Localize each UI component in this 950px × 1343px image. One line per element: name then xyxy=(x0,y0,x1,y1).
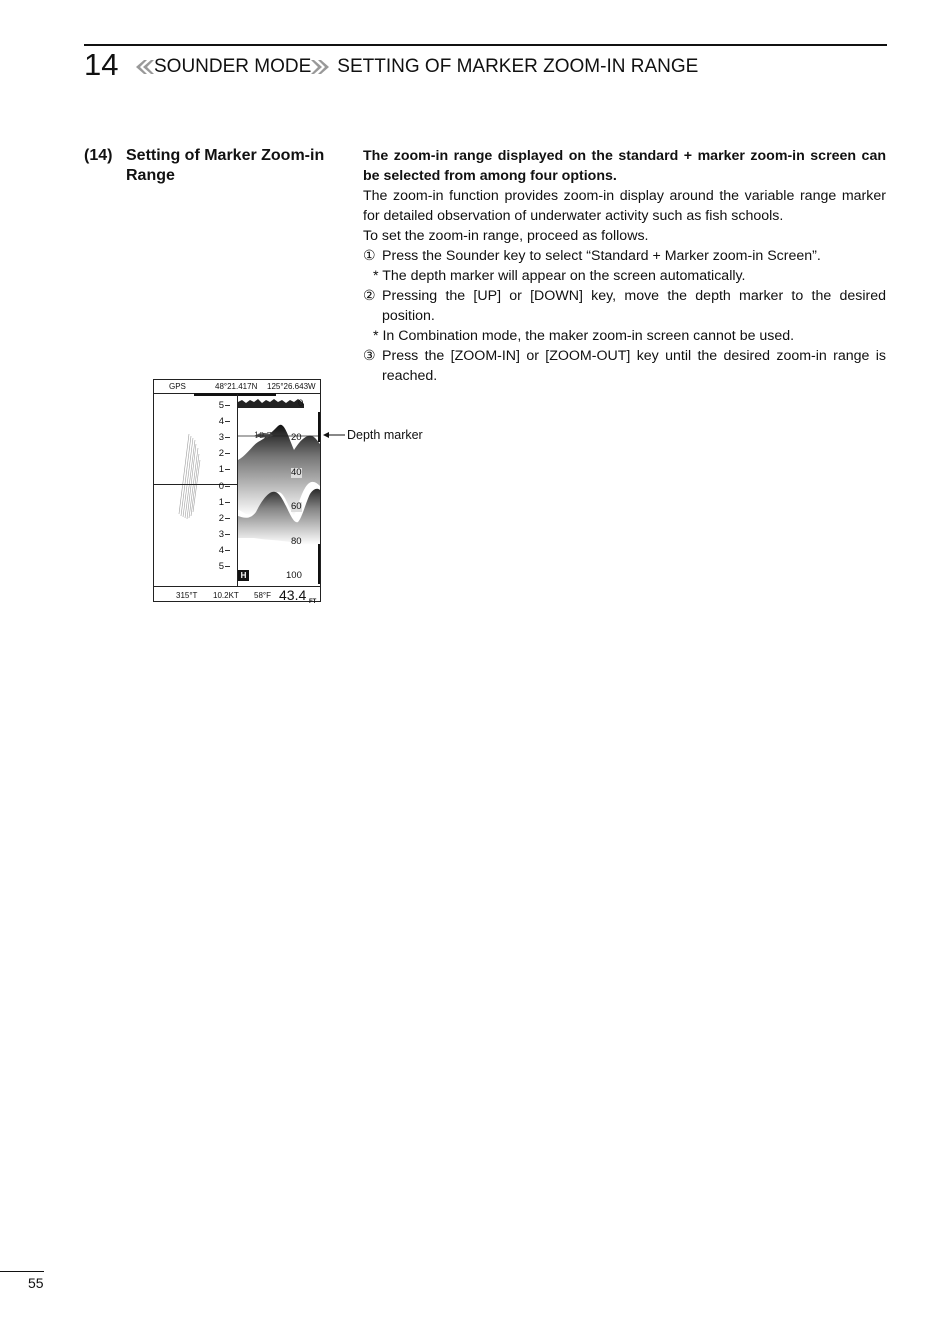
longitude: 125°26.643W xyxy=(267,382,316,391)
header-rule xyxy=(84,44,887,46)
screen-bottom-bar xyxy=(154,586,320,603)
chapter-title xyxy=(134,56,698,78)
zoom-scale-label: 0 xyxy=(218,481,224,492)
scale-tick xyxy=(225,421,230,422)
zoom-scale-label: 2 xyxy=(218,513,224,524)
zoom-scale-label: 1 xyxy=(218,464,224,475)
procedure-intro: To set the zoom-in range, proceed as follows. xyxy=(363,228,649,244)
step-1-marker: ① xyxy=(363,248,376,264)
depth-value: 43.4 xyxy=(279,587,307,603)
step-2-text: Pressing the [UP] or [DOWN] key, move the depth marker to the desired position. xyxy=(382,288,886,324)
scale-tick xyxy=(225,550,230,551)
page-number: 55 xyxy=(28,1275,44,1291)
note-2: * In Combination mode, the maker zoom-in screen cannot be used. xyxy=(373,328,795,344)
callout-label: Depth marker xyxy=(347,428,423,442)
scale-tick xyxy=(225,405,230,406)
mode-label: SOUNDER MODE xyxy=(154,56,312,77)
depth-unit: FT xyxy=(309,599,317,605)
arrow-left-icon xyxy=(323,430,345,440)
water-temp: 58°F xyxy=(254,591,271,600)
depth-scale-label: 40 xyxy=(291,467,302,478)
zoom-scale-label: 4 xyxy=(218,416,224,427)
lead-paragraph: The zoom-in range displayed on the standard + marker zoom-in screen can be selected from among four options. xyxy=(363,148,886,184)
scale-tick xyxy=(225,566,230,567)
scale-tick xyxy=(225,534,230,535)
zoom-scale-label: 4 xyxy=(218,545,224,556)
zoom-scale-label: 3 xyxy=(218,529,224,540)
standard-echo-display xyxy=(238,394,320,586)
step-1 xyxy=(363,246,886,266)
step-1-text: Press the Sounder key to select “Standard + Marker zoom-in Screen”. xyxy=(382,248,821,264)
step-2-marker: ② xyxy=(363,288,376,304)
step-2 xyxy=(363,286,886,326)
gps-label: GPS xyxy=(169,382,186,391)
scale-tick xyxy=(225,469,230,470)
section-number: (14) xyxy=(84,147,113,164)
scale-tick xyxy=(225,502,230,503)
depth-scale-label: 100 xyxy=(286,570,302,581)
step-3 xyxy=(363,346,886,386)
speed: 10.2KT xyxy=(213,591,239,600)
depth-scale-label: 20 xyxy=(291,432,302,443)
footer-rule xyxy=(0,1271,44,1272)
sounder-screen-figure xyxy=(153,379,321,605)
zoom-scale-label: 2 xyxy=(218,448,224,459)
scale-tick xyxy=(225,518,230,519)
zoom-scale-label: 5 xyxy=(218,561,224,572)
depth-scale-label: 60 xyxy=(291,501,302,512)
zoom-center-line xyxy=(154,484,237,485)
step-3-marker: ③ xyxy=(363,348,376,364)
scale-tick xyxy=(225,453,230,454)
note-1: * The depth marker will appear on the screen automatically. xyxy=(373,268,746,284)
step-3-text: Press the [ZOOM-IN] or [ZOOM-OUT] key until the desired zoom-in range is reached. xyxy=(382,348,886,384)
mode-badge: H xyxy=(238,570,249,581)
zoom-echo-display xyxy=(154,394,237,586)
zoom-scale-label: 3 xyxy=(218,432,224,443)
chevron-right-icon xyxy=(311,59,331,75)
section-title-header: SETTING OF MARKER ZOOM-IN RANGE xyxy=(337,56,699,77)
depth-scale-label: 0 xyxy=(298,398,304,409)
depth-scale-label: 80 xyxy=(291,536,302,547)
heading: 315°T xyxy=(176,591,198,600)
section-title: Setting of Marker Zoom-in Range xyxy=(126,147,325,184)
scale-tick xyxy=(225,486,230,487)
screen-top-bar xyxy=(154,380,320,394)
instructions xyxy=(363,146,886,386)
zoom-scale-label: 5 xyxy=(218,400,224,411)
latitude: 48°21.417N xyxy=(215,382,258,391)
marker-depth-readout: 19.7 xyxy=(254,431,272,440)
chapter-number: 14 xyxy=(84,47,119,82)
chevron-left-icon xyxy=(134,59,154,75)
scale-tick xyxy=(225,437,230,438)
intro-paragraph: The zoom-in function provides zoom-in display around the variable range marker for detailed observation of underwater activity such as fish schools. xyxy=(363,188,886,224)
zoom-scale-label: 1 xyxy=(218,497,224,508)
